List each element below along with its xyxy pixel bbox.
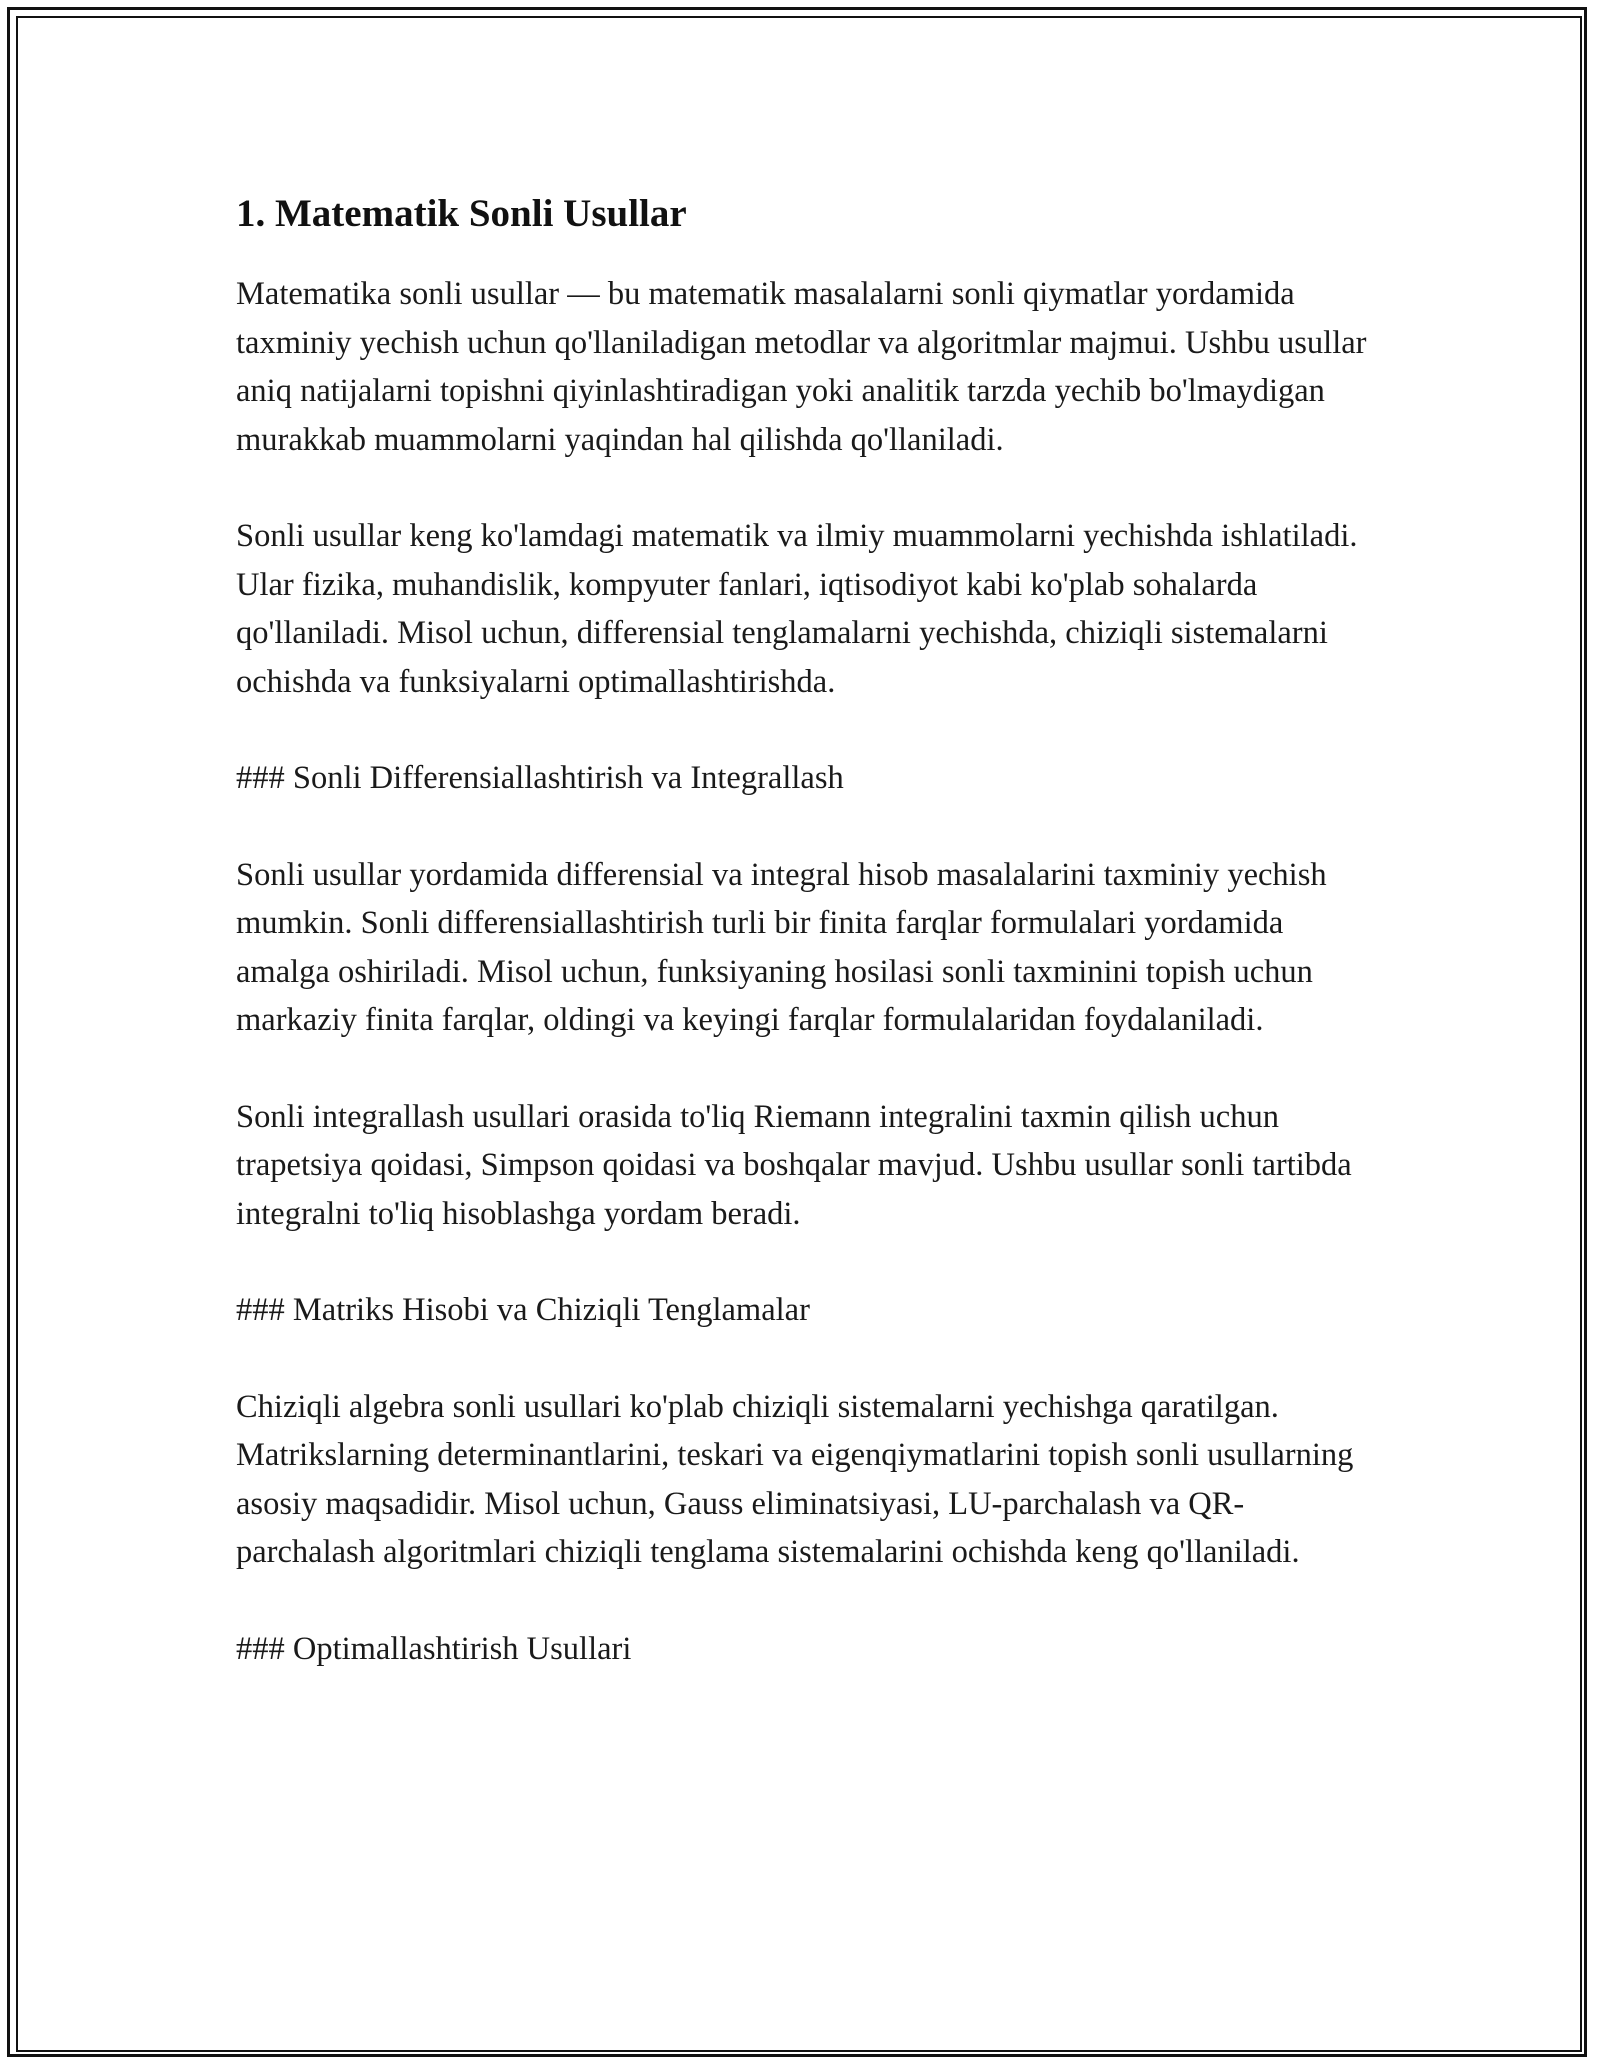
paragraph-linear-algebra: Chiziqli algebra sonli usullari ko'plab chiziqli sistemalarni yechishga qaratilgan. Matrikslarning determinantlarini, teskari va eigenqiymatlarini topish sonli usullarning asosiy maqsadidir. Misol uchun, Gauss eliminatsiyasi, LU-parchalash va QR-parchalash algoritmlari chiziqli tenglama sistemalarini ochishda keng qo'llaniladi. <box>236 1388 1354 1570</box>
paragraph-intro: Matematika sonli usullar — bu matematik masalalarni sonli qiymatlar yordamida taxminiy yechish uchun qo'llaniladigan metodlar va algoritmlar majmui. Ushbu usullar aniq natijalarni topishni qiyinlashtiradigan yoki analitik tarzda yechib bo'lmaydigan murakkab muammolarni yaqindan hal qilishda qo'llaniladi. <box>236 276 1367 458</box>
document-title: 1. Matematik Sonli Usullar <box>236 192 687 235</box>
document-body <box>236 186 1376 1721</box>
subheading-optimization: ### Optimallashtirish Usullari <box>236 1630 632 1667</box>
paragraph-differentiation: Sonli usullar yordamida differensial va integral hisob masalalarini taxminiy yechish mumkin. Sonli differensiallashtirish turli bir finita farqlar formulalari yordamida amalga oshiriladi. Misol uchun, funksiyaning hosilasi sonli taxminini topish uchun markaziy finita farqlar, oldingi va keyingi farqlar formulalaridan foydalaniladi. <box>236 856 1327 1038</box>
subheading-differentiation-integration: ### Sonli Differensiallashtirish va Integrallash <box>236 760 844 796</box>
subheading-matrix-linear-equations: ### Matriks Hisobi va Chiziqli Tenglamalar <box>236 1292 810 1328</box>
paragraph-integration: Sonli integrallash usullari orasida to'liq Riemann integralini taxmin qilish uchun trapetsiya qoidasi, Simpson qoidasi va boshqalar mavjud. Ushbu usullar sonli tartibda integralni to'liq hisoblashga yordam beradi. <box>236 1098 1352 1232</box>
paragraph-applications: Sonli usullar keng ko'lamdagi matematik va ilmiy muammolarni yechishda ishlatiladi. Ular fizika, muhandislik, kompyuter fanlari, iqtisodiyot kabi ko'plab sohalarda qo'llaniladi. Misol uchun, differensial tenglamalarni yechishda, chiziqli sistemalarni ochishda va funksiyalarni optimallashtirishda. <box>236 518 1358 700</box>
